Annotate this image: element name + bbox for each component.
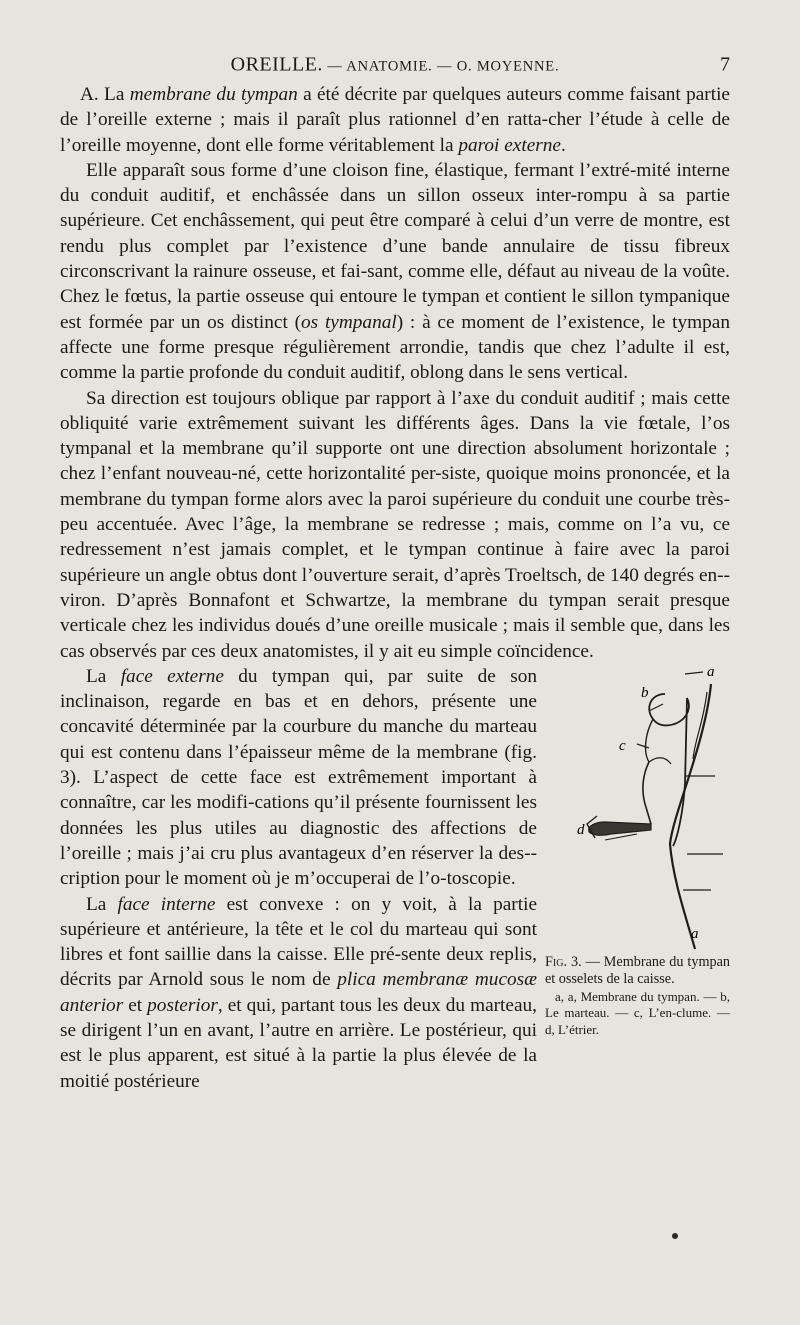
italic-term: face externe bbox=[120, 665, 224, 687]
italic-term: face interne bbox=[117, 893, 216, 915]
label-b: b bbox=[641, 684, 649, 701]
caption-figure-number: Fig. 3. bbox=[545, 953, 582, 970]
text-run: , et qui, partant tous les deux du marteau, se dirigent l’un en avant, l’autre en arrière. Le postérieur, qui est le plus apparent, est situé à la partie la plus élevée de la moitié postérieure bbox=[60, 994, 537, 1092]
paragraph: Sa direction est toujours oblique par rapport à l’axe du conduit auditif ; mais cette obliquité varie extrêmement suivant les différents âges. Dans la vie fœtale, l’os tympanal et la membrane qu’il supporte ont une direction absolument horizontale ; chez l’enfant nouveau-né, cette horizontalité per-siste, quoique moins prononcée, et la membrane du tympan forme alors avec la paroi supérieure du conduit une courbe très-peu accentuée. Avec l’âge, la membrane se redresse ; mais, comme on l’a vu, ce redressement n’est jamais complet, et le tympan continue à faire avec la paroi supérieure un angle obtus dont l’ouverture serait, d’après Troeltsch, de 140 degrés en-viron. D’après Bonnafont et Schwartze, la membrane du tympan serait presque verticale chez les individus doués d’une oreille musicale ; mais il semble que, dans les cas observés par ces deux anatomistes, il y ait eu simple coïncidence. bbox=[60, 387, 730, 662]
label-d: d bbox=[577, 821, 585, 838]
label-a-bottom: a bbox=[691, 925, 699, 942]
italic-term: os tympanal bbox=[301, 311, 397, 333]
header-dash: — bbox=[432, 58, 457, 75]
text-run: Elle apparaît sous forme d’une cloison fine, élastique, fermant l’extré-mité interne du conduit auditif, et enchâssée dans un sillon osseux inter-rompu à sa partie supérieure. Cet enchâssement, qui peut être comparé à celui d’un verre de montre, est rendu plus complet par l’existence d’une bande annulaire de tissu fibreux circonscrivant la rainure osseuse, et fai-sant, comme elle, défaut au niveau de la voûte. Chez le fœtus, la partie osseuse qui entoure le tympan et contient le sillon tympanique est formée par un os distinct ( bbox=[60, 159, 730, 333]
caption-title bbox=[545, 954, 730, 989]
header-chapter: OREILLE. bbox=[230, 53, 323, 76]
text-run: et bbox=[123, 994, 148, 1016]
ink-speck bbox=[672, 1233, 678, 1239]
running-header bbox=[60, 48, 730, 82]
text-run: La bbox=[86, 893, 118, 915]
page-number: 7 bbox=[720, 53, 730, 76]
italic-term: membrane du tympan bbox=[129, 84, 298, 105]
header-dash: — bbox=[322, 58, 347, 75]
text-body bbox=[60, 82, 730, 1169]
italic-term: posterior bbox=[147, 994, 218, 1016]
italic-term: paroi externe bbox=[458, 134, 561, 156]
eardrum-ossicles-illustration bbox=[545, 664, 730, 954]
figure-3 bbox=[545, 664, 730, 1169]
paragraph bbox=[60, 82, 730, 158]
figure-caption bbox=[545, 954, 730, 1039]
label-a-top: a bbox=[707, 663, 715, 680]
text-run: ) : à ce moment de l’existence, le tympan affecte une forme presque régulièrement arrondie, tandis que chez l’adulte il est, comme la partie profonde du conduit auditif, oblong dans le sens vertical. bbox=[60, 311, 730, 384]
text-run: . bbox=[560, 134, 566, 156]
caption-title-text: — Membrane du tympan et osselets de la caisse. bbox=[545, 953, 730, 988]
header-section: ANATOMIE. bbox=[346, 58, 433, 75]
text-run: est convexe : on y voit, à la partie supérieure et antérieure, la tête et le col du marteau qui sont libres et font saillie dans la caisse. Elle pré-sente deux replis, décrits par Arnold sous le nom de bbox=[60, 893, 537, 991]
text-run: a été décrite par quelques auteurs comme faisant partie de l’oreille externe ; mais il paraît plus rationnel d’en ratta-cher l’étude à celle de l’oreille moyenne, dont elle forme véritablement la bbox=[60, 84, 730, 156]
header-title bbox=[60, 54, 730, 77]
label-c: c bbox=[619, 737, 626, 754]
text-run: du tympan qui, par suite de son inclinaison, regarde en bas et en dehors, présente une concavité déterminée par la courbure du manche du marteau qui est contenu dans l’épaisseur même de la membrane (fig. 3). L’aspect de cette face est extrêmement important à connaître, car les modifi-cations qu’il présente fournissent les données les plus utiles au diagnostic des affections de l’oreille ; mais j’ai cru plus avantageux d’en réserver la des-cription pour le moment où je m’occuperai de l’o-toscopie. bbox=[60, 665, 537, 890]
text-run: A. La bbox=[80, 84, 130, 105]
text-run: La bbox=[86, 665, 121, 687]
header-subsection: O. MOYENNE. bbox=[456, 58, 560, 75]
paragraph bbox=[60, 158, 730, 386]
caption-legend: a, a, Membrane du tympan. — b, Le marteau. — c, L’en-clume. — d, L’étrier. bbox=[545, 988, 730, 1037]
italic-term: plica membranæ mucosæ anterior bbox=[60, 969, 538, 1016]
